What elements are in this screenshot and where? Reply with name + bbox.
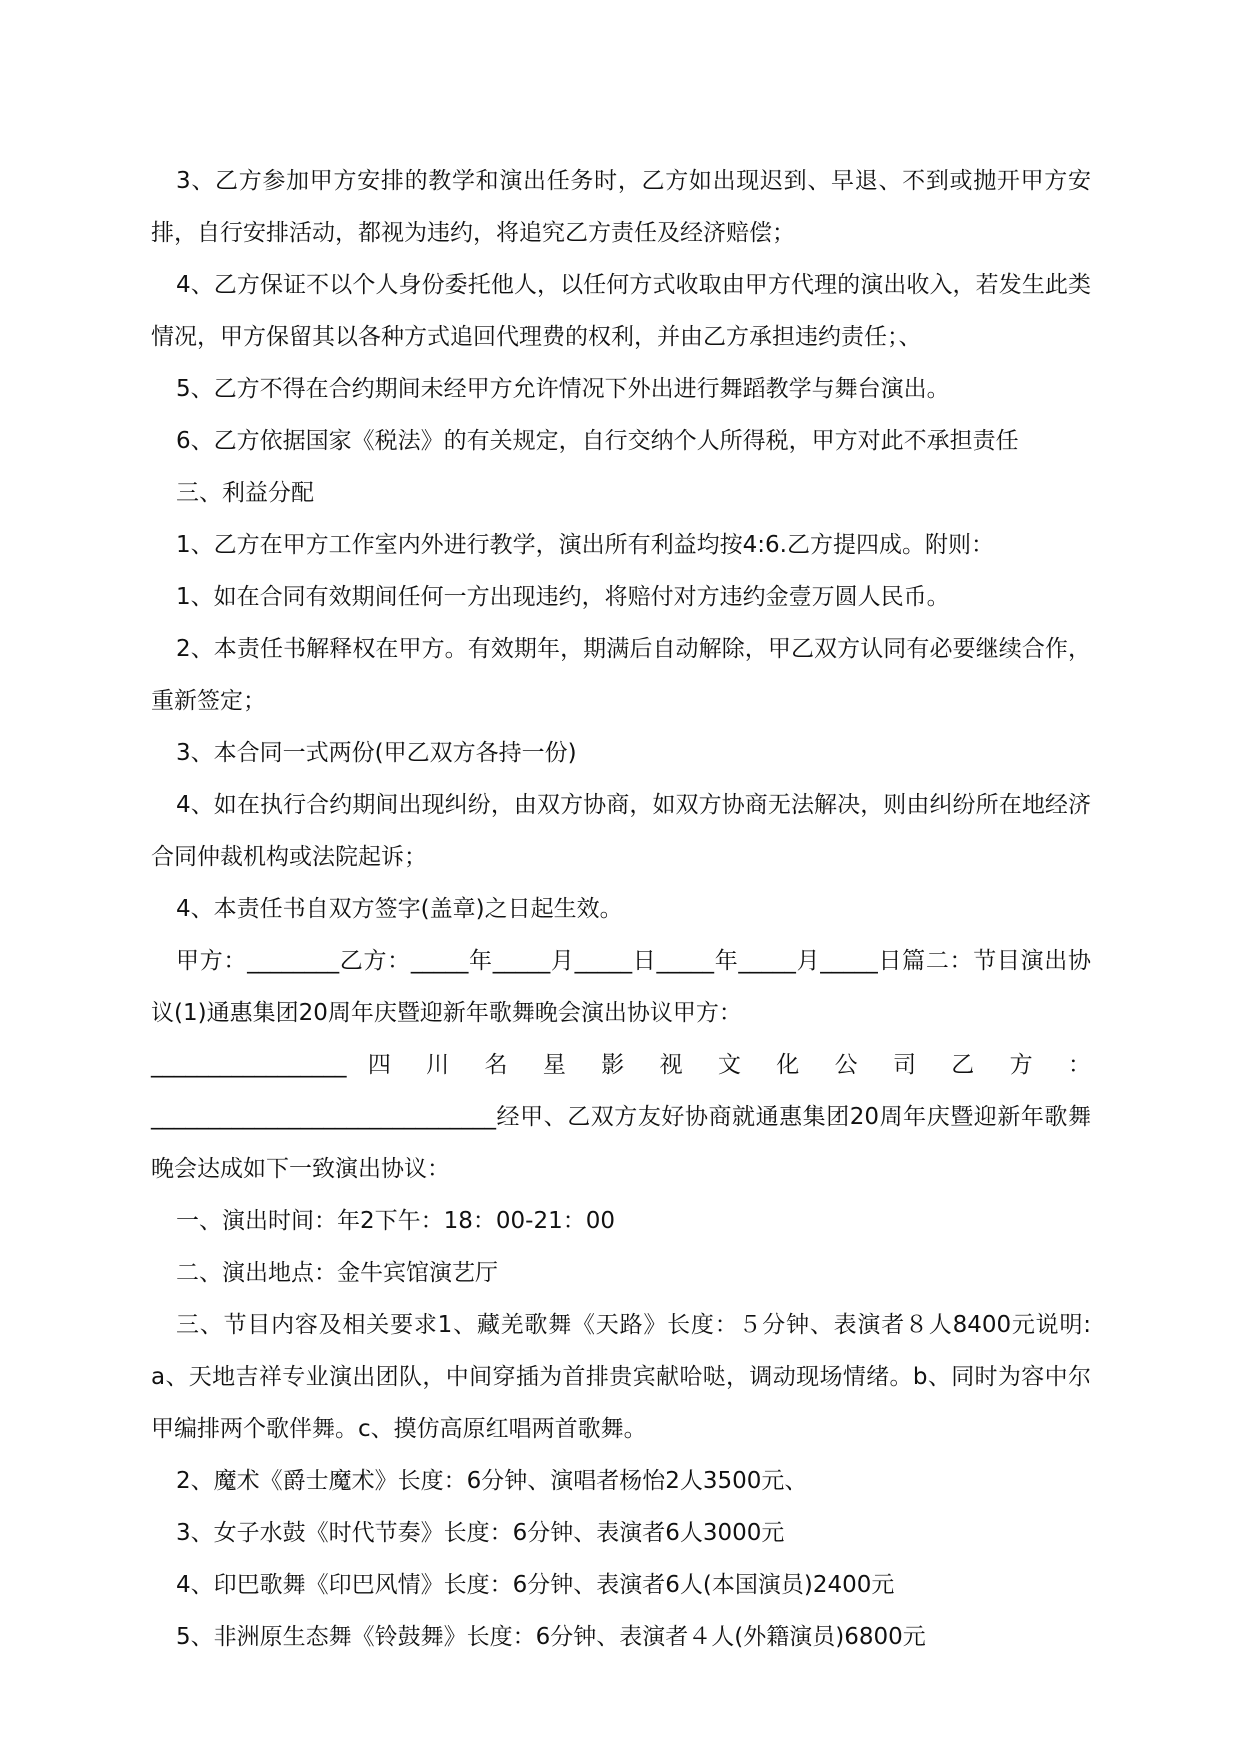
paragraph: 4、乙方保证不以个人身份委托他人，以任何方式收取由甲方代理的演出收入，若发生此类情况，甲方保留其以各种方式追回代理费的权利，并由乙方承担违约责任；、 — [151, 272, 1091, 350]
paragraph: 6、乙方依据国家《税法》的有关规定，自行交纳个人所得税，甲方对此不承担责任 — [176, 428, 1019, 454]
section-heading: 三、利益分配 — [176, 480, 314, 506]
program-item: 4、印巴歌舞《印巴风情》长度：6分钟、表演者6人(本国演员)2400元 — [176, 1572, 895, 1598]
paragraph: 4、本责任书自双方签字(盖章)之日起生效。 — [176, 896, 623, 922]
paragraph: 5、乙方不得在合约期间未经甲方允许情况下外出进行舞蹈教学与舞台演出。 — [176, 376, 950, 402]
paragraph: 4、如在执行合约期间出现纠纷，由双方协商，如双方协商无法解决，则由纠纷所在地经济合同仲裁机构或法院起诉； — [151, 792, 1091, 870]
paragraph: 2、本责任书解释权在甲方。有效期年，期满后自动解除，甲乙双方认同有必要继续合作，重新签定； — [151, 636, 1091, 714]
performance-time: 一、演出时间：年2下午：18：00-21：00 — [176, 1208, 615, 1234]
program-item: 3、女子水鼓《时代节奏》长度：6分钟、表演者6人3000元 — [176, 1520, 785, 1546]
party-b-line: ______________________________经甲、乙双方友好协商就通惠集团20周年庆暨迎新年歌舞晚会达成如下一致演出协议： — [151, 1104, 1091, 1182]
signature-and-agreement-heading: 甲方：________乙方：_____年_____月_____日_____年_____月_____日篇二：节目演出协议(1)通惠集团20周年庆暨迎新年歌舞晚会演出协议甲方： — [151, 948, 1092, 1026]
paragraph: 1、如在合同有效期间任何一方出现违约，将赔付对方违约金壹万圆人民币。 — [176, 584, 950, 610]
performance-venue: 二、演出地点：金牛宾馆演艺厅 — [176, 1260, 498, 1286]
program-item: 三、节目内容及相关要求1、藏羌歌舞《天路》长度：５分钟、表演者８人8400元说明:a、天地吉祥专业演出团队，中间穿插为首排贵宾献哈哒，调动现场情绪。b、同时为容中尔甲编排两个歌伴舞。c、摸仿高原红唱两首歌舞。 — [151, 1312, 1091, 1442]
document-body — [151, 155, 1091, 1663]
party-a-name-line: _________________ 四 川 名 星 影 视 文 化 公 司 乙 方 ： — [151, 1052, 1091, 1078]
paragraph: 3、乙方参加甲方安排的教学和演出任务时，乙方如出现迟到、早退、不到或抛开甲方安排，自行安排活动，都视为违约，将追究乙方责任及经济赔偿； — [151, 168, 1091, 246]
program-item: 2、魔术《爵士魔术》长度：6分钟、演唱者杨怡2人3500元、 — [176, 1468, 808, 1494]
paragraph: 1、乙方在甲方工作室内外进行教学，演出所有利益均按4:6.乙方提四成。附则： — [176, 532, 994, 558]
paragraph: 3、本合同一式两份(甲乙双方各持一份) — [176, 740, 577, 766]
program-item: 5、非洲原生态舞《铃鼓舞》长度：6分钟、表演者４人(外籍演员)6800元 — [176, 1624, 926, 1650]
